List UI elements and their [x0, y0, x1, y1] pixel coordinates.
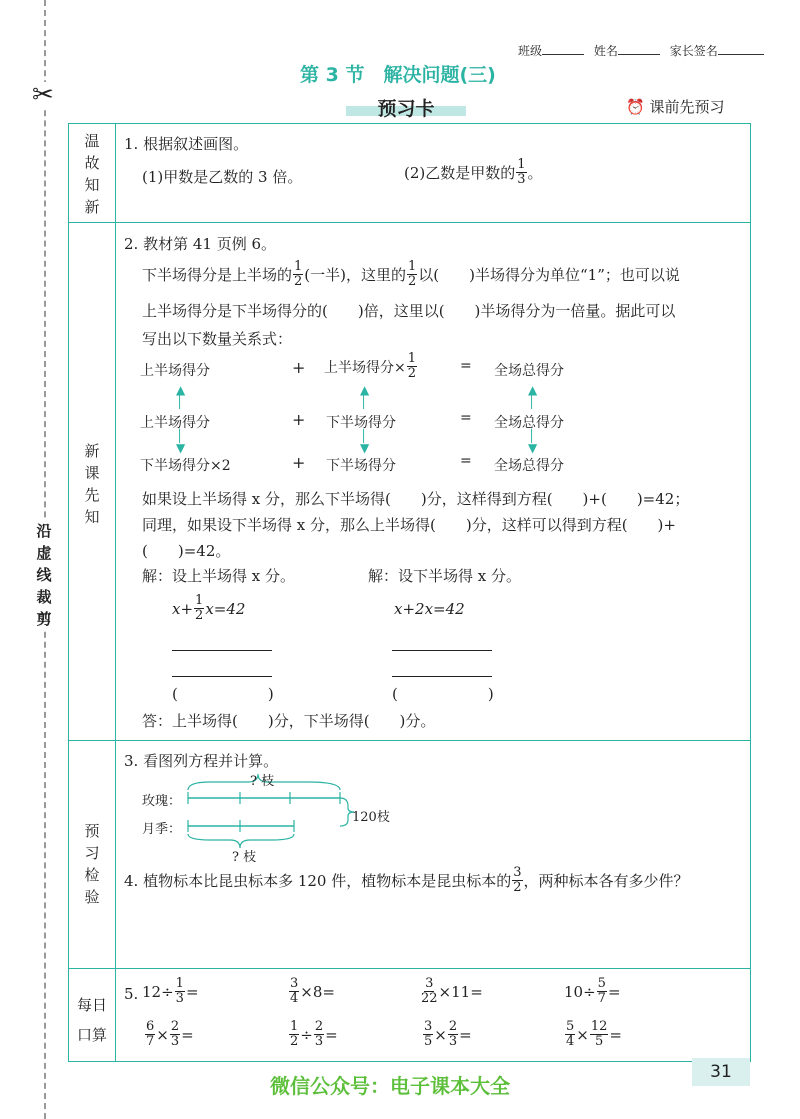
card-banner: 预习卡	[346, 94, 466, 122]
q2-para-4: 如果设上半场得 x 分，那么下半场得( )分，这样得到方程( )+( )=42；	[142, 490, 690, 508]
divider	[68, 968, 750, 969]
rel-3-eq: =	[460, 453, 472, 469]
q2-para-3: 写出以下数量关系式：	[142, 330, 293, 348]
section-new: 新 课 先 知	[84, 442, 100, 526]
solution-1-label: 解：设上半场得 x 分。	[142, 567, 295, 585]
answer-paren: ( )	[172, 685, 274, 703]
oral-item: 12÷ $\frac{1}{3}$ =	[142, 976, 199, 1006]
divider	[68, 740, 750, 741]
q2-answer: 答：上半场得( )分，下半场得( )分。	[142, 712, 436, 730]
monthly-rose-label: 月季：	[142, 822, 182, 837]
column-divider	[115, 123, 116, 1061]
arrow-up-icon: ▲ │	[360, 383, 370, 409]
arrow-down-icon: │ ▼	[360, 429, 370, 455]
q5-num: 5.	[124, 985, 139, 1003]
arrow-down-icon: │ ▼	[528, 429, 538, 455]
clock-icon: ⏰	[626, 98, 645, 116]
q2-para-5: 同理，如果设下半场得 x 分，那么上半场得( )分，这样可以得到方程( )+	[142, 516, 676, 534]
oral-item: $\frac{3}{22}$ ×11=	[421, 976, 483, 1006]
q2-para-6: ( )=42。	[142, 542, 231, 560]
q2-para-2: 上半场得分是下半场得分的( )倍，这里以( )半场得分为一倍量。据此可以	[142, 302, 676, 320]
oral-item: $\frac{5}{4}$ × $\frac{12}{5}$ =	[566, 1019, 622, 1049]
equation-1: x+ $\frac{1}{2}$ x=42	[172, 593, 246, 623]
rel-3-b: 下半场得分	[326, 458, 396, 474]
q1-stem: 1. 根据叙述画图。	[124, 135, 249, 153]
equation-2: x+2x=42	[394, 600, 465, 618]
rel-2-a: 上半场得分	[140, 415, 210, 431]
scissors-icon: ✂	[32, 80, 54, 110]
q3-stem: 3. 看图列方程并计算。	[124, 752, 279, 770]
rel-1-b: 上半场得分× $\frac{1}{2}$	[324, 351, 417, 381]
q1-part-b: (2)乙数是甲数的 $\frac{1}{3}$ 。	[404, 157, 543, 187]
oral-item: $\frac{3}{4}$ ×8=	[290, 976, 335, 1006]
oral-item: $\frac{1}{2}$ ÷ $\frac{2}{3}$ =	[290, 1019, 338, 1049]
rose-label: 玫瑰：	[142, 794, 182, 809]
q4-text: 4. 植物标本比昆虫标本多 120 件，植物标本是昆虫标本的 $\frac{3}{2}$ ，两种标本各有多少件？	[124, 865, 689, 895]
arrow-up-icon: ▲ │	[176, 383, 186, 409]
oral-item: $\frac{6}{7}$ × $\frac{2}{3}$ =	[146, 1019, 194, 1049]
rel-1-plus: +	[292, 358, 306, 377]
divider	[68, 222, 750, 223]
page-number: 31	[692, 1058, 750, 1086]
arrow-up-icon: ▲ │	[528, 383, 538, 409]
rel-1-a: 上半场得分	[140, 363, 210, 379]
class-field[interactable]	[542, 54, 584, 55]
rel-2-total: 全场总得分	[494, 415, 564, 431]
monthly-quantity-label: ? 枝	[232, 850, 257, 865]
answer-line[interactable]	[392, 676, 492, 677]
rel-2-b: 下半场得分	[326, 415, 396, 431]
footer-watermark: 微信公众号：电子课本大全	[270, 1074, 510, 1098]
oral-item: 10÷ $\frac{5}{7}$ =	[564, 976, 621, 1006]
q2-para-1: 下半场得分是上半场的 $\frac{1}{2}$ (一半)，这里的 $\frac{1}{2}$ 以( )半场得分为单位“1”；也可以说	[142, 259, 680, 289]
rose-quantity-label: ? 枝	[250, 774, 275, 789]
rel-2-plus: +	[292, 410, 306, 429]
rel-3-plus: +	[292, 453, 306, 472]
page-title: 第 3 节 解决问题(三)	[300, 64, 496, 86]
answer-line[interactable]	[172, 650, 272, 651]
rel-3-a: 下半场得分×2	[140, 458, 231, 474]
rel-1-total: 全场总得分	[494, 363, 564, 379]
oral-item: $\frac{3}{5}$ × $\frac{2}{3}$ =	[424, 1019, 472, 1049]
section-check: 预 习 检 验	[84, 822, 100, 906]
arrow-down-icon: │ ▼	[176, 429, 186, 455]
answer-paren: ( )	[392, 685, 494, 703]
preview-tag: ⏰ 课前先预习	[626, 98, 725, 116]
student-info: 班级 姓名 家长签名	[518, 42, 770, 59]
section-oral: 每日 口算	[76, 996, 107, 1044]
answer-line[interactable]	[392, 650, 492, 651]
rel-1-eq: =	[460, 358, 472, 374]
rel-2-eq: =	[460, 410, 472, 426]
parent-signature-field[interactable]	[718, 54, 764, 55]
q2-stem: 2. 教材第 41 页例 6。	[124, 235, 277, 253]
section-review: 温 故 知 新	[84, 132, 100, 216]
answer-line[interactable]	[172, 676, 272, 677]
rel-3-total: 全场总得分	[494, 458, 564, 474]
cut-label: 沿 虚 线 裁 剪	[34, 520, 54, 630]
solution-2-label: 解：设下半场得 x 分。	[368, 567, 521, 585]
total-label: 120枝	[352, 810, 390, 825]
q1-part-a: (1)甲数是乙数的 3 倍。	[142, 168, 303, 186]
name-field[interactable]	[618, 54, 660, 55]
